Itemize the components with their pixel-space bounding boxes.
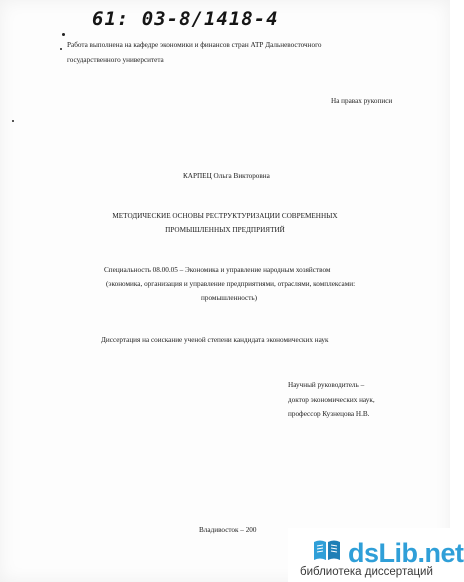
archive-code-handwritten: 61: 03-8/1418-4 [92,8,279,30]
affiliation-line-1: Работа выполнена на кафедре экономики и финансов стран АТР Дальневосточного [67,41,322,49]
affiliation-line-2: государственного университета [67,56,164,64]
thesis-title-line-2: ПРОМЫШЛЕННЫХ ПРЕДПРИЯТИЙ [165,226,285,234]
supervisor-line-3: профессор Кузнецова Н.В. [288,410,370,418]
scan-speck [12,120,14,122]
author-name: КАРПЕЦ Ольга Викторовна [183,172,270,180]
supervisor-line-2: доктор экономических наук, [288,396,375,404]
scan-speck [60,48,62,50]
city-year: Владивосток – 200 [199,526,257,534]
book-icon [311,534,343,566]
dslib-watermark-link[interactable] [288,528,464,582]
dslib-subtitle: библиотека диссертаций [300,566,433,578]
specialty-line-2: (экономика, организация и управление предприятиями, отраслями, комплексами: [106,280,356,288]
specialty-line-3: промышленность) [201,294,258,302]
thesis-title-line-1: МЕТОДИЧЕСКИЕ ОСНОВЫ РЕСТРУКТУРИЗАЦИИ СОВРЕМЕННЫХ [112,212,338,220]
dissertation-statement: Диссертация на соискание ученой степени кандидата экономических наук [101,336,329,344]
rights-notice: На правах рукописи [331,97,393,105]
specialty-line-1: Специальность 08.00.05 – Экономика и управление народным хозяйством [104,266,331,274]
supervisor-line-1: Научный руководитель – [288,381,365,389]
scan-speck [62,33,65,36]
dslib-logo-text: dsLib.net [348,538,464,568]
